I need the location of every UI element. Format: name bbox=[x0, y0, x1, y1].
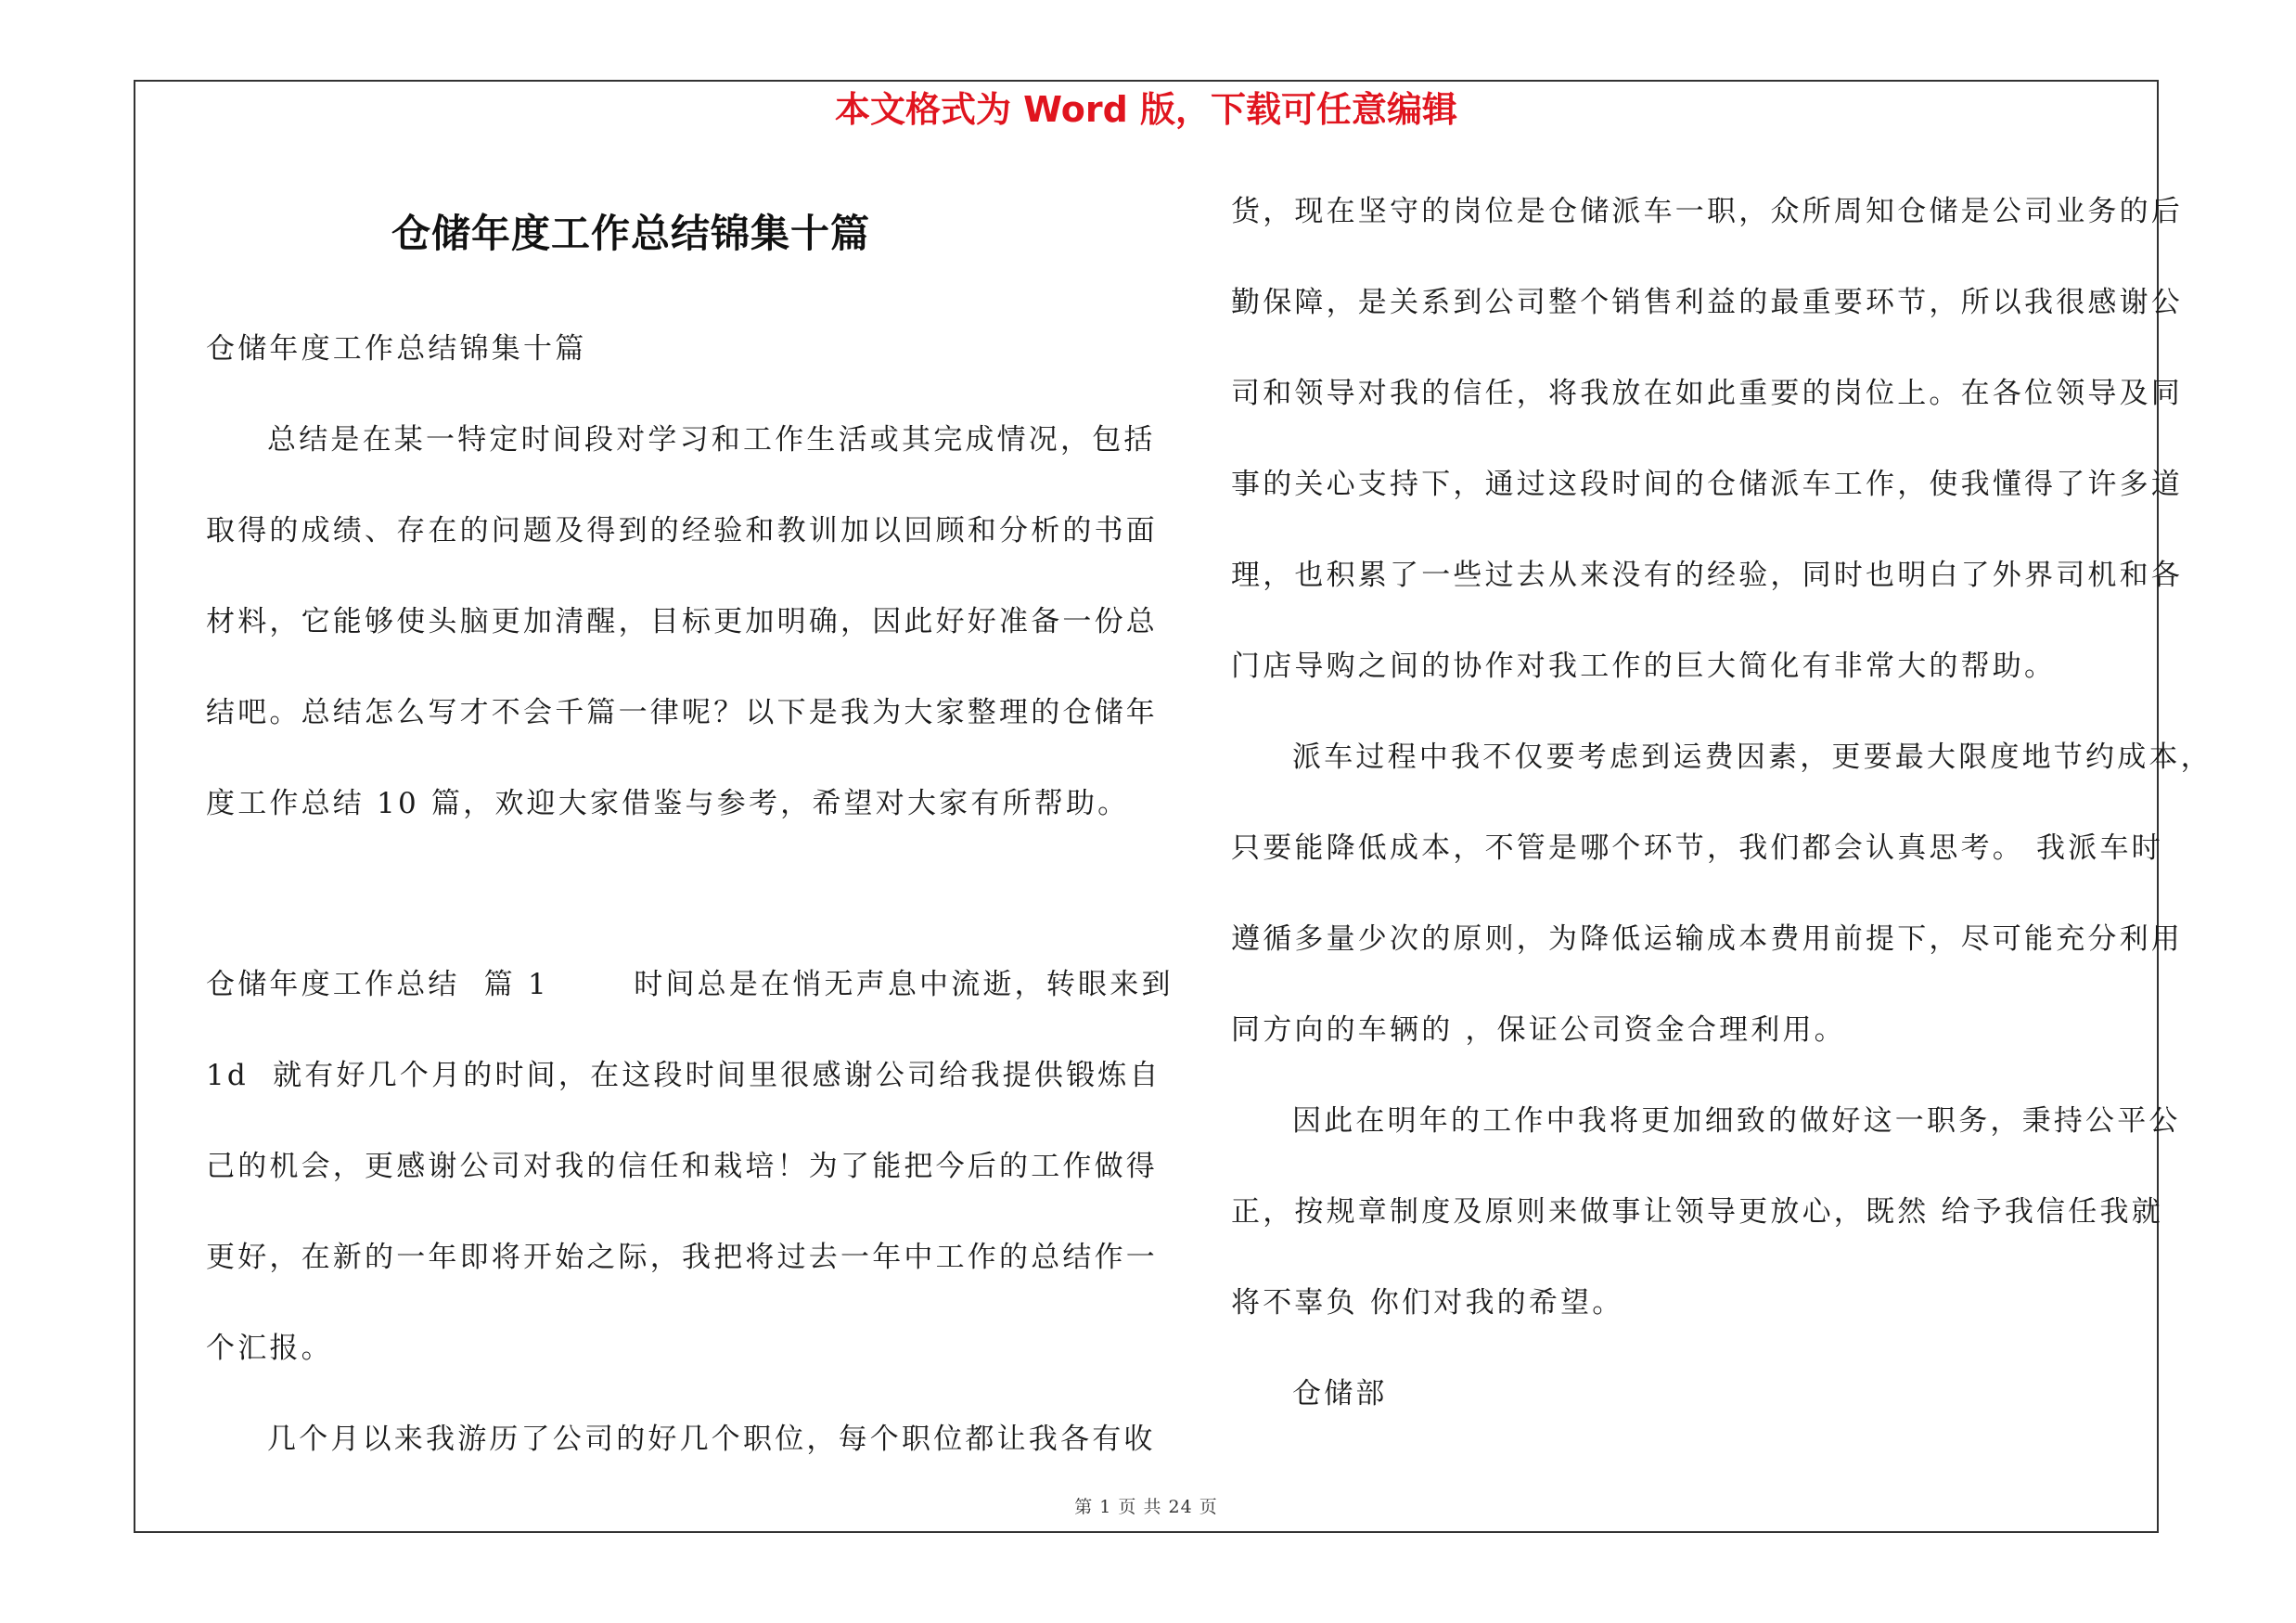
intro-line-5: 度工作总结 10 篇，欢迎大家借鉴与参考，希望对大家有所帮助。 bbox=[206, 787, 1130, 820]
intro-line-4: 结吧。总结怎么写才不会千篇一律呢？以下是我为大家整理的仓储年 bbox=[206, 696, 1158, 729]
para3-line-2: 只要能降低成本，不管是哪个环节，我们都会认真思考。 我派车时 bbox=[1231, 831, 2163, 865]
word-format-banner: 本文格式为 Word 版，下载可任意编辑 bbox=[834, 89, 1458, 130]
section1-line-2: 1d 就有好几个月的时间，在这段时间里很感谢公司给我提供锻炼自 bbox=[206, 1059, 1161, 1092]
para3-line-1: 派车过程中我不仅要考虑到运费因素，更要最大限度地节约成本， bbox=[1292, 741, 2213, 774]
para2-cont-line-1: 货，现在坚守的岗位是仓储派车一职，众所周知仓储是公司业务的后 bbox=[1231, 195, 2183, 228]
intro-line-2: 取得的成绩、存在的问题及得到的经验和教训加以回顾和分析的书面 bbox=[206, 514, 1158, 547]
para2-cont-line-3: 司和领导对我的信任，将我放在如此重要的岗位上。在各位领导及同 bbox=[1231, 377, 2183, 410]
para3-line-4: 同方向的车辆的 ，保证公司资金合理利用。 bbox=[1231, 1013, 1846, 1047]
para2-cont-line-5: 理，也积累了一些过去从来没有的经验，同时也明白了外界司机和各 bbox=[1231, 559, 2183, 592]
section1-line-5: 个汇报。 bbox=[206, 1332, 333, 1365]
para2-line-1: 几个月以来我游历了公司的好几个职位，每个职位都让我各有收 bbox=[267, 1423, 1156, 1456]
para2-cont-line-6: 门店导购之间的协作对我工作的巨大简化有非常大的帮助。 bbox=[1231, 650, 2057, 683]
section1-line-4: 更好，在新的一年即将开始之际，我把将过去一年中工作的总结作一 bbox=[206, 1241, 1158, 1274]
para2-cont-line-2: 勤保障，是关系到公司整个销售利益的最重要环节，所以我很感谢公 bbox=[1231, 286, 2183, 319]
intro-line-1: 总结是在某一特定时间段对学习和工作生活或其完成情况，包括 bbox=[267, 423, 1156, 457]
para2-cont-line-4: 事的关心支持下，通过这段时间的仓储派车工作，使我懂得了许多道 bbox=[1231, 468, 2183, 501]
intro-line-3: 材料，它能够使头脑更加清醒，目标更加明确，因此好好准备一份总 bbox=[206, 605, 1158, 638]
document-title: 仓储年度工作总结锦集十篇 bbox=[391, 211, 870, 256]
para4-line-3: 将不辜负 你们对我的希望。 bbox=[1231, 1286, 1624, 1320]
para4-line-1: 因此在明年的工作中我将更加细致的做好这一职务，秉持公平公 bbox=[1292, 1104, 2181, 1138]
signature-line: 仓储部 bbox=[1292, 1377, 1388, 1410]
section1-line-1: 仓储年度工作总结 篇 1 时间总是在悄无声息中流逝，转眼来到 bbox=[206, 968, 1174, 1001]
section1-line-3: 己的机会，更感谢公司对我的信任和栽培！为了能把今后的工作做得 bbox=[206, 1150, 1158, 1183]
para3-line-3: 遵循多量少次的原则，为降低运输成本费用前提下，尽可能充分利用 bbox=[1231, 922, 2183, 956]
subtitle-line: 仓储年度工作总结锦集十篇 bbox=[206, 332, 587, 366]
page-number-footer: 第 1 页 共 24 页 bbox=[1074, 1497, 1218, 1517]
para4-line-2: 正，按规章制度及原则来做事让领导更放心，既然 给予我信任我就 bbox=[1231, 1195, 2163, 1229]
